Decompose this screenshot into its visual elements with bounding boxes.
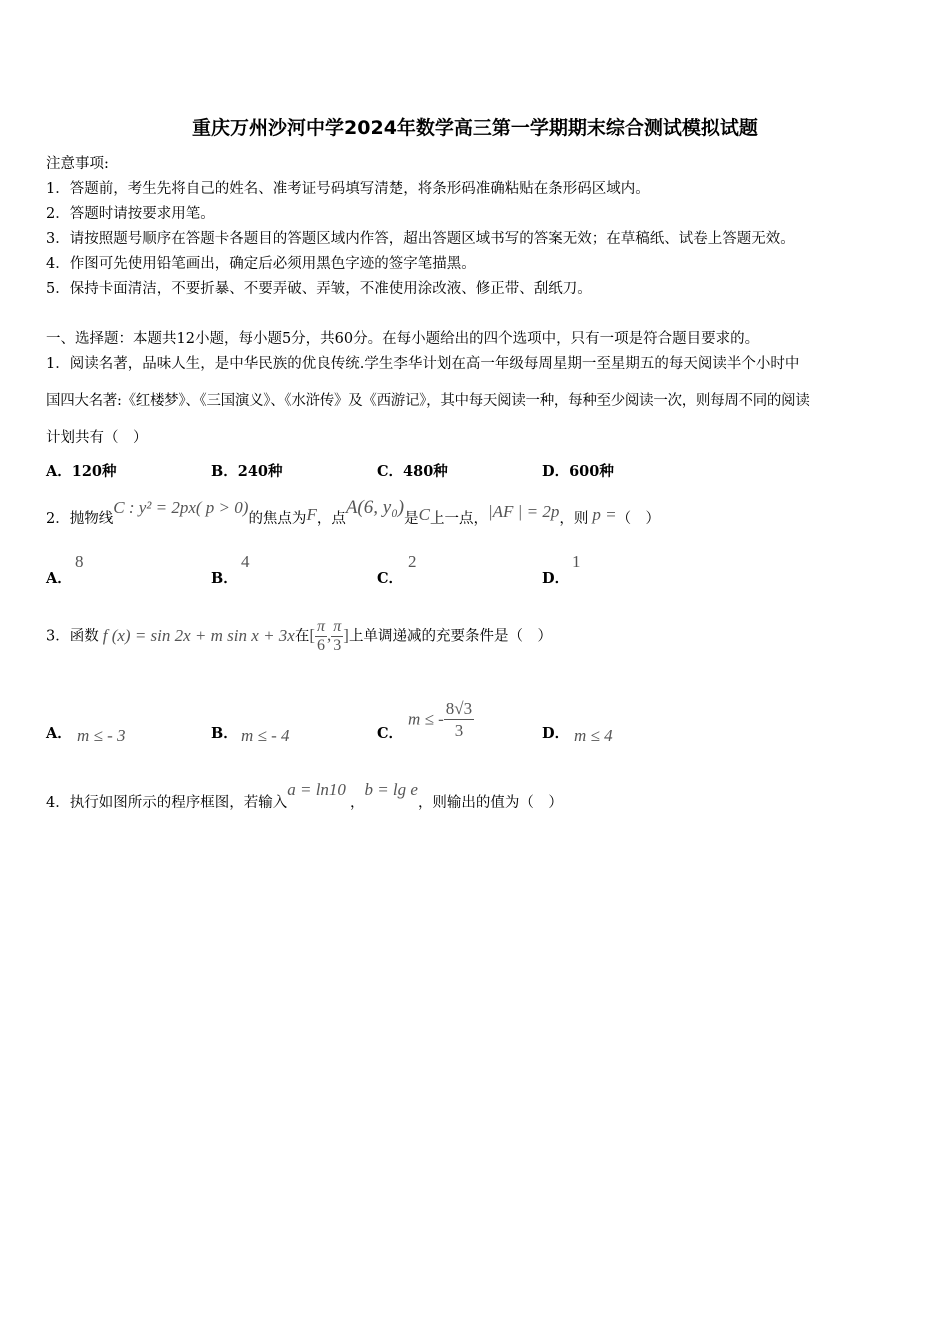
q3-option-a-label: A．: [46, 725, 72, 742]
q1-line-2: 国四大名著:《红楼梦》、《三国演义》、《水浒传》及《西游记》，其中每天阅读一种，每种至少阅读一次，则每周不同的阅读: [46, 393, 810, 409]
q3-option-a-value: m ≤ - 3: [77, 726, 126, 745]
q2-focus-f: F: [306, 505, 317, 524]
q1-option-d: D．600种: [542, 463, 614, 480]
q3-function: f (x) = sin 2x + m sin x + 3x: [102, 625, 295, 645]
q3-interval-open: [: [309, 625, 316, 645]
q1-line-1: 1．阅读名著，品味人生，是中华民族的优良传统.学生李华计划在高一年级每周星期一至星期五的每天阅读半个小时中: [46, 356, 800, 372]
q2-option-d-value: 1: [572, 552, 581, 571]
q4-input-b: b = lg e: [364, 780, 418, 799]
q2-option-a-value: 8: [75, 552, 84, 571]
q3-option-c-label: C．: [377, 725, 404, 742]
q3-option-c-fraction: [444, 698, 474, 741]
q1-line-3: 计划共有（ ）: [46, 430, 148, 446]
q2-text-2: ，点: [316, 511, 346, 527]
q3-option-d-value: m ≤ 4: [574, 726, 613, 745]
q3-interval-close: ]: [343, 625, 349, 645]
q2-p-eq: p =: [592, 505, 617, 524]
q2-af-length: |AF | = 2p: [487, 502, 560, 521]
q4-prefix: 4．执行如图所示的程序框图，若输入: [46, 795, 288, 811]
q3-option-b-value: m ≤ - 4: [241, 726, 290, 745]
q2-option-c-label: C．: [377, 570, 404, 587]
q2-option-b-label: B．: [211, 570, 238, 587]
q3-frac2-num: π: [333, 618, 342, 635]
q2-equation: C : y² = 2px( p > 0): [113, 498, 249, 517]
notice-item-2: 2．答题时请按要求用笔。: [46, 206, 215, 222]
page-title: 重庆万州沙河中学2024年数学高三第一学期期末综合测试模拟试题: [192, 117, 758, 139]
q2-option-c-value: 2: [408, 552, 417, 571]
section-heading: 一、选择题：本题共12小题，每小题5分，共60分。在每小题给出的四个选项中，只有一项是符合题目要求的。: [46, 331, 760, 347]
q3-frac1-den: 6: [317, 637, 326, 654]
q1-option-b: B．240种: [211, 463, 283, 480]
q3-fraction-1: [315, 618, 327, 655]
q3-option-b-label: B．: [211, 725, 238, 742]
q3-option-c-den: 3: [454, 721, 464, 740]
notice-item-1: 1．答题前，考生先将自己的姓名、准考证号码填写清楚，将条形码准确粘贴在条形码区域内。: [46, 181, 650, 197]
q3-text-1: 在: [294, 628, 310, 645]
notice-item-4: 4．作图可先使用铅笔画出，确定后必须用黑色字迹的签字笔描黑。: [46, 256, 476, 272]
q2-option-a-label: A．: [46, 570, 72, 587]
notice-item-5: 5．保持卡面清洁，不要折暴、不要弄破、弄皱，不准使用涂改液、修正带、刮纸刀。: [46, 281, 592, 297]
q4-input-a: a = ln10: [287, 780, 346, 799]
q1-option-c: C．480种: [377, 463, 448, 480]
q4-stem: [46, 780, 563, 812]
q3-text-2: 上单调递减的充要条件是（ ）: [348, 628, 552, 645]
q3-prefix: 3．函数: [46, 628, 99, 645]
q2-curve-c: C: [418, 505, 430, 524]
notice-heading: 注意事项:: [46, 156, 109, 172]
q2-point-a: A(6, y₀): [345, 497, 405, 518]
q3-frac1-num: π: [317, 618, 326, 635]
q2-stem: [46, 497, 660, 528]
q3-stem: [46, 618, 552, 655]
q3-fraction-2: [331, 618, 343, 655]
notice-item-3: 3．请按照题号顺序在答题卡各题目的答题区域内作答，超出答题区域书写的答案无效；在草稿纸、试卷上答题无效。: [46, 231, 795, 247]
q3-interval-comma: ,: [327, 625, 332, 645]
q2-option-b-value: 4: [241, 552, 250, 571]
q2-option-d-label: D．: [542, 570, 570, 587]
q1-option-a: A．120种: [46, 463, 117, 480]
q2-text-1: 的焦点为: [248, 511, 307, 527]
q2-text-6: （ ）: [616, 511, 661, 527]
q2-text-4: 上一点，: [429, 511, 488, 527]
q3-option-c-prefix: m ≤ -: [408, 709, 444, 729]
q3-frac2-den: 3: [333, 637, 342, 654]
q2-text-3: 是: [404, 511, 419, 527]
q3-option-c-value: [408, 698, 474, 741]
q3-option-d-label: D．: [542, 725, 570, 742]
q4-comma: ，: [349, 795, 365, 811]
q2-text-5: ，则: [559, 511, 589, 527]
q4-text-1: ，则输出的值为（ ）: [417, 795, 563, 811]
q2-prefix: 2．抛物线: [46, 511, 114, 527]
q3-option-c-num: 8√3: [445, 699, 473, 718]
